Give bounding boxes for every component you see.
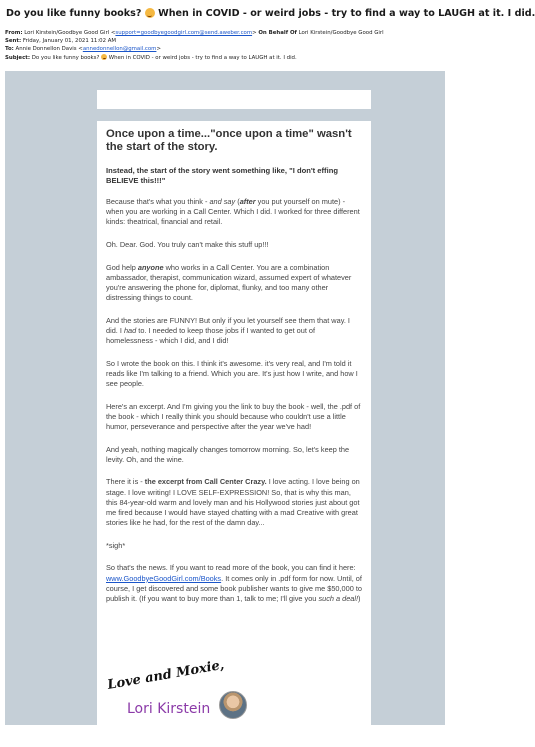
on-behalf-label: On Behalf Of bbox=[258, 30, 297, 36]
from-row bbox=[5, 29, 445, 37]
rofl-emoji-icon bbox=[145, 8, 155, 18]
p10-b: . It comes only in .pdf form for now. Until, of course, I get discovered and some book publisher wants to give me $50,000 to publish it. (If you want to buy more than 1, talk to me; I'll give you bbox=[106, 573, 362, 603]
paragraph-4 bbox=[106, 316, 362, 346]
to-row bbox=[5, 45, 445, 53]
paragraph-10 bbox=[106, 563, 362, 604]
newsletter-card bbox=[97, 121, 371, 725]
from-close: > bbox=[252, 30, 257, 36]
email-subject-heading bbox=[6, 8, 535, 19]
subject-value-2: When in COVID - or weird jobs - try to find a way to LAUGH at it. I did. bbox=[107, 54, 297, 61]
signature-name: Lori Kirstein bbox=[127, 701, 211, 717]
from-name: Lori Kirstein/Goodbye Good Girl < bbox=[24, 30, 116, 36]
p1-e: you put yourself on mute) - when you are working in a Call Center. Which I did. I worked for three different kinds: theatrical, financial and retail. bbox=[106, 197, 360, 227]
signature-block bbox=[97, 657, 371, 725]
from-label: From: bbox=[5, 30, 23, 36]
lead-paragraph: Instead, the start of the story went something like, "I don't effing BELIEVE this!!!" bbox=[106, 166, 338, 185]
paragraph-5: So I wrote the book on this. I think it's awesome. it's very real, and I'm told it reads like I'm talking to a friend. Which you are. It's just how I write, and how I see people. bbox=[106, 358, 358, 389]
books-link[interactable]: www.GoodbyeGoodGirl.com/Books bbox=[106, 573, 222, 583]
paragraph-7: And yeah, nothing magically changes tomorrow morning. So, let's keep the levity. Oh, and the wine. bbox=[106, 444, 350, 464]
author-avatar bbox=[219, 691, 247, 719]
headline: Once upon a time..."once upon a time" wasn't the start of the story. bbox=[106, 128, 352, 153]
p10-a: So that's the news. If you want to read more of the book, you can find it here: bbox=[106, 563, 356, 573]
from-email-link[interactable]: support=goodbyegoodgirl.com@send.aweber.com bbox=[115, 30, 253, 36]
paragraph-8 bbox=[106, 477, 362, 528]
subject-text: Do you like funny books? bbox=[6, 8, 145, 19]
p10-c: such a deal! bbox=[318, 593, 359, 603]
sent-label: Sent: bbox=[5, 38, 22, 45]
p1-d: after bbox=[239, 197, 256, 206]
p8-b: the excerpt from Call Center Crazy. bbox=[144, 477, 267, 487]
header-strip bbox=[97, 90, 371, 109]
p8-a: There it is - bbox=[106, 477, 145, 487]
to-close: > bbox=[156, 46, 161, 53]
email-header-meta bbox=[5, 29, 445, 62]
to-label: To: bbox=[5, 46, 14, 53]
sent-value: Friday, January 01, 2021 11:02 AM bbox=[22, 38, 117, 45]
paragraph-1 bbox=[106, 197, 362, 227]
p4-a: And the stories are FUNNY! But only if you let yourself see them that way. I did. I bbox=[106, 315, 350, 335]
on-behalf-name: Lori Kirstein/Goodbye Good Girl bbox=[298, 30, 384, 36]
paragraph-3 bbox=[106, 263, 362, 304]
signature-script: Love and Moxie, bbox=[106, 657, 226, 693]
paragraph-9: *sigh* bbox=[106, 540, 126, 550]
p3-b: anyone bbox=[137, 262, 164, 272]
to-name: Annie Donnellon Davis < bbox=[15, 46, 83, 53]
subject-label: Subject: bbox=[5, 54, 31, 61]
paragraph-2: Oh. Dear. God. You truly can't make this stuff up!!! bbox=[106, 239, 269, 249]
p1-b: and say bbox=[209, 197, 236, 206]
p1-a: Because that's what you think - bbox=[106, 197, 210, 206]
subject-row bbox=[5, 54, 445, 62]
p4-c: to. I needed to keep those jobs if I wanted to get out of homelessness - which I did, and I did! bbox=[106, 325, 316, 346]
paragraph-6: Here's an excerpt. And I'm giving you the link to buy the book - well, the .pdf of the book - which I really think you should because who couldn't use a little humor, perseverance and perspective after the year we've had! bbox=[106, 401, 361, 431]
p1-c: ( bbox=[235, 197, 240, 206]
p3-c: who works in a Call Center. You are a combination ambassador, therapist, communication wizard, assumed expert of whatever you're answering the phone for, diplomat, flunky, and too many other distressing things to count. bbox=[106, 262, 352, 303]
to-email-link[interactable]: annedonnellon@gmail.com bbox=[82, 46, 157, 53]
sent-row bbox=[5, 37, 445, 45]
p10-d: ) bbox=[358, 593, 361, 603]
subject-value-1: Do you like funny books? bbox=[31, 54, 102, 61]
p8-c: I love acting. I love being on stage. I love writing! I LOVE SELF-EXPRESSION! So, that is why this man, this 84-year-old warm and lovely man and his Hollywood stories just about got me fired because I would have stayed chatting with a mad Creative with great stories like he had, for the rest of the damn day... bbox=[106, 477, 360, 528]
rofl-emoji-icon bbox=[101, 54, 107, 60]
email-body-frame bbox=[5, 71, 445, 725]
p4-b: had bbox=[123, 325, 137, 335]
p3-a: God help bbox=[106, 262, 138, 272]
subject-text-2: When in COVID - or weird jobs - try to find a way to LAUGH at it. I did. bbox=[154, 8, 535, 19]
